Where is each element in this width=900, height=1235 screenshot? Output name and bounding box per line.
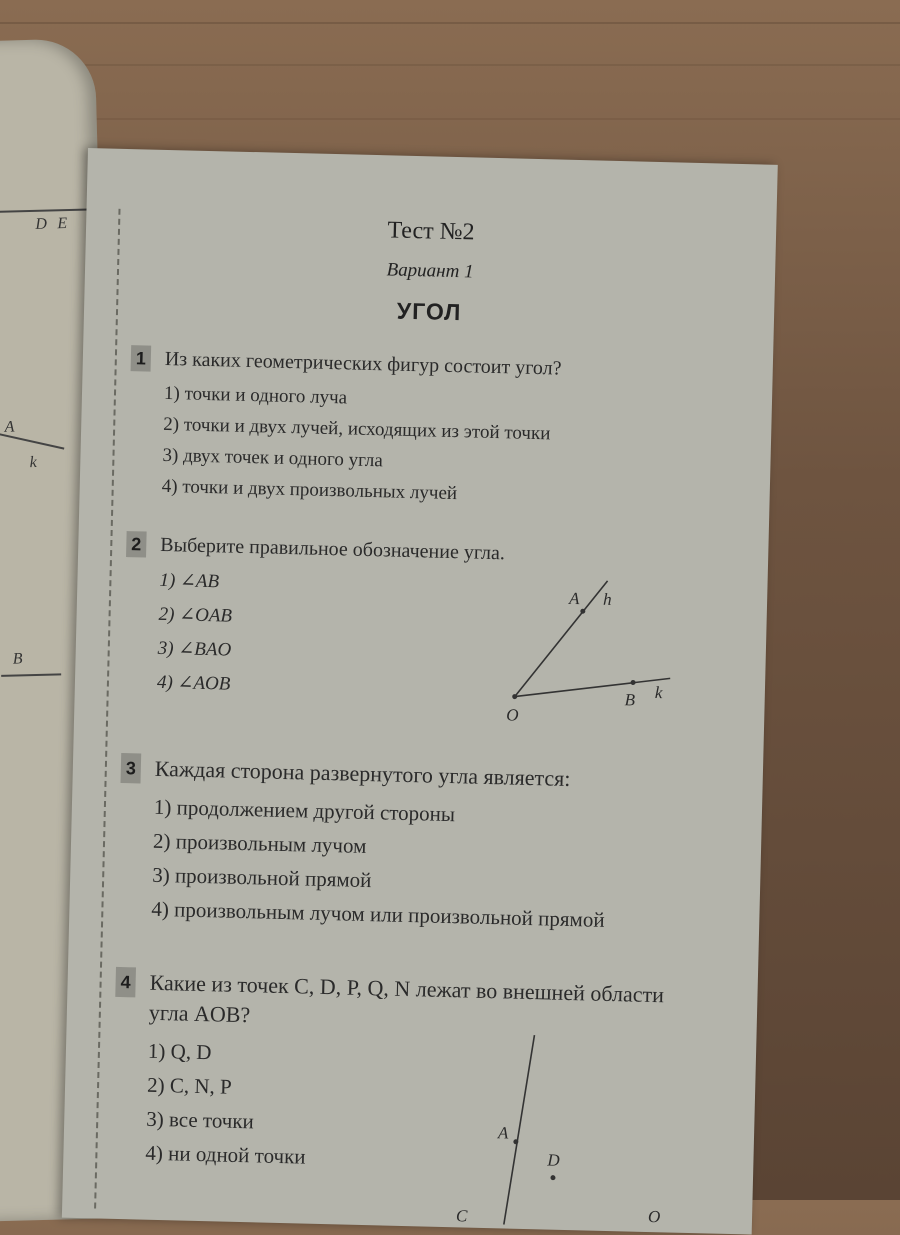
left-label-k: k (29, 453, 37, 472)
point-d-dot (550, 1175, 555, 1180)
question-text-line-2: угла AOB? (148, 999, 251, 1028)
label-o: O (506, 705, 519, 725)
answer-option: 2) C, N, P (146, 1072, 233, 1099)
left-page-line-b (1, 673, 61, 676)
variant-label: Вариант 1 (386, 259, 474, 283)
left-page-line (0, 208, 89, 212)
left-label-d: D (35, 215, 48, 233)
question-text: Выберите правильное обозначение угла. (160, 533, 506, 565)
label-a: A (497, 1123, 509, 1143)
angle-figure (494, 578, 678, 732)
label-d: D (547, 1150, 560, 1170)
answer-option: 4) точки и двух произвольных лучей (161, 475, 458, 505)
answer-option: 2) точки и двух лучей, исходящих из этой точки (163, 413, 551, 445)
label-a: A (568, 588, 580, 609)
answer-option: 1) Q, D (147, 1038, 212, 1065)
workbook-page (62, 148, 778, 1235)
answer-option: 3) произвольной прямой (151, 862, 372, 893)
question-text-line-1: Какие из точек C, D, P, Q, N лежат во внешней области (149, 969, 665, 1008)
answer-option: 1) продолжением другой стороны (153, 794, 456, 827)
label-c: C (455, 1206, 468, 1226)
answer-option: 4) ни одной точки (145, 1140, 306, 1169)
question-number: 1 (131, 345, 152, 371)
left-label-a: A (4, 418, 15, 436)
test-title: Тест №2 (387, 217, 475, 246)
question-text: Из каких геометрических фигур состоит угол? (164, 347, 562, 380)
left-page-ray (0, 433, 64, 450)
left-label-b: B (12, 650, 23, 668)
answer-option: 3) все точки (146, 1106, 255, 1134)
answer-option: 4) ∠AOB (156, 671, 231, 695)
question-number: 3 (120, 753, 141, 783)
question-text: Каждая сторона развернутого угла является: (154, 755, 571, 791)
answer-option: 1) точки и одного луча (163, 382, 348, 409)
label-k: k (654, 683, 663, 703)
answer-option: 4) произвольным лучом или произвольной прямой (151, 896, 605, 932)
label-h: h (602, 589, 612, 609)
label-o: O (647, 1207, 661, 1227)
answer-option: 1) ∠AB (159, 569, 220, 593)
answer-options (151, 790, 740, 940)
answer-option: 2) ∠OAB (158, 603, 233, 627)
answer-option: 2) произвольным лучом (152, 828, 367, 859)
answer-options (161, 378, 750, 516)
question-number: 4 (115, 967, 136, 997)
topic-title: УГОЛ (396, 297, 462, 326)
question-3 (117, 753, 741, 940)
question-number: 2 (126, 531, 147, 557)
left-label-e: E (57, 215, 68, 233)
ray-ok (515, 675, 670, 701)
label-b: B (624, 690, 636, 710)
point-b-dot (631, 680, 636, 685)
answer-option: 3) двух точек и одного угла (162, 444, 384, 472)
ray-oh (515, 579, 608, 699)
question-1 (127, 345, 751, 516)
answer-option: 3) ∠BAO (157, 637, 232, 661)
